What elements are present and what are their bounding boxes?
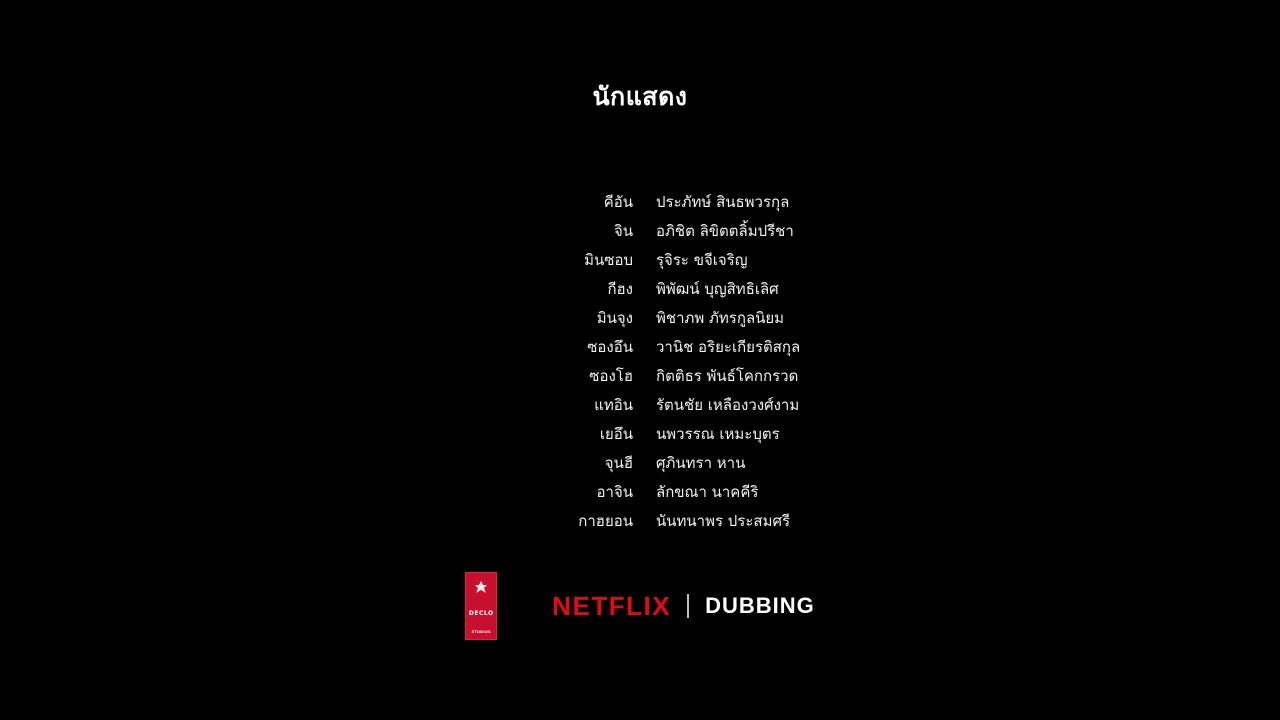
- list-item: [0, 451, 1280, 480]
- list-item: [0, 190, 1280, 219]
- cast-name: ลักขณา นาคคีริ: [656, 483, 759, 501]
- dubbing-wordmark: DUBBING: [705, 593, 815, 618]
- list-item: [0, 393, 1280, 422]
- cast-name: นพวรรณ เหมะบุตร: [656, 425, 780, 443]
- cast-name: รุจิระ ขจีเจริญ: [656, 251, 748, 269]
- studio-logo: [465, 572, 497, 640]
- page-title: นักแสดง: [592, 82, 688, 111]
- cast-role: กีฮง: [607, 280, 633, 298]
- list-item: [0, 422, 1280, 451]
- cast-role: แทอิน: [594, 396, 633, 414]
- cast-name: นันทนาพร ประสมศรี: [656, 512, 791, 530]
- cast-role: ซองโฮ: [589, 367, 633, 385]
- logo-divider: [687, 594, 689, 618]
- cast-name: พิพัฒน์ บุญสิทธิเลิศ: [656, 280, 779, 298]
- cast-role: จิน: [613, 222, 633, 240]
- studio-name: DECLO: [468, 610, 494, 618]
- netflix-dubbing-logo: [552, 591, 815, 621]
- footer-logos: [0, 572, 1280, 640]
- cast-name: รัตนชัย เหลืองวงศ์งาม: [656, 396, 800, 414]
- cast-role: คีอัน: [603, 193, 633, 211]
- list-item: [0, 335, 1280, 364]
- list-item: [0, 277, 1280, 306]
- cast-name: วานิช อริยะเกียรติสกุล: [656, 338, 801, 356]
- cast-role: กาฮยอน: [578, 512, 633, 530]
- cast-name: ศุภินทรา หาน: [656, 454, 746, 472]
- cast-name: อภิชิต ลิขิตตลิ้มปรีชา: [656, 222, 794, 240]
- cast-name: กิตติธร พันธ์โคกกรวด: [656, 367, 799, 385]
- cast-role: มินซอบ: [584, 251, 633, 269]
- cast-name: พิชาภพ ภัทรกูลนิยม: [656, 309, 785, 327]
- studio-subname: STUDIOS: [471, 629, 492, 634]
- list-item: [0, 480, 1280, 509]
- cast-name: ประภัทษ์ สินธพวรกุล: [656, 193, 790, 211]
- studio-emblem-icon: [473, 580, 489, 598]
- cast-role: อาจิน: [596, 483, 633, 501]
- cast-role: มินจุง: [596, 309, 633, 327]
- list-item: [0, 248, 1280, 277]
- cast-role: จุนฮี: [604, 454, 633, 472]
- cast-role: ซองอึน: [587, 338, 633, 356]
- list-item: [0, 364, 1280, 393]
- list-item: [0, 509, 1280, 538]
- netflix-wordmark: NETFLIX: [552, 591, 672, 621]
- list-item: [0, 219, 1280, 248]
- list-item: [0, 306, 1280, 335]
- cast-list: [0, 190, 1280, 538]
- cast-role: เยอึน: [599, 425, 633, 443]
